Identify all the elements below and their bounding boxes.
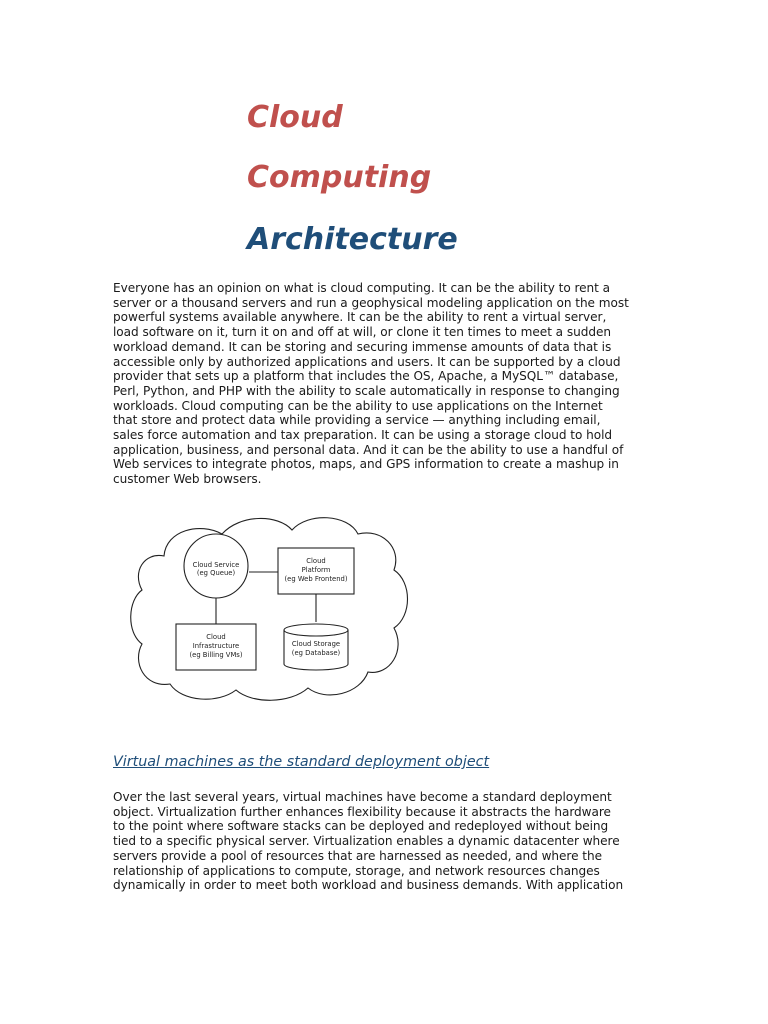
paragraph-line: provider that sets up a platform that includes the OS, Apache, a MySQL™ database,	[113, 369, 619, 384]
paragraph-line: relationship of applications to compute, storage, and network resources changes	[113, 863, 600, 878]
document-title	[247, 88, 667, 270]
cloud-platform-label: Cloud	[306, 557, 326, 565]
paragraph-line: Everyone has an opinion on what is cloud computing. It can be the ability to rent a	[113, 281, 611, 295]
paragraph-line: to the point where software stacks can be deployed and redeployed without being	[113, 819, 609, 834]
section-heading: Virtual machines as the standard deployment object	[113, 754, 490, 770]
paragraph-line: server or a thousand servers and run a geophysical modeling application on the most	[113, 295, 629, 310]
paragraph-line: that store and protect data while providing a service — anything including email,	[113, 413, 601, 428]
cloud-storage-example: (eg Database)	[291, 649, 341, 657]
cloud-architecture-diagram	[130, 508, 410, 703]
cloud-storage-label: Cloud Storage	[291, 640, 341, 648]
paragraph-line: load software on it, turn it on and off at will, or clone it ten times to meet a sudden	[113, 325, 611, 340]
paragraph-line: Perl, Python, and PHP with the ability to scale automatically in response to changing	[113, 383, 620, 398]
paragraph-line: customer Web browsers.	[113, 472, 262, 487]
cloud-platform-label-2: Platform	[301, 566, 331, 574]
title-line-computing: Computing	[247, 160, 432, 195]
cloud-service-label: Cloud Service	[192, 561, 240, 569]
paragraph-line: sales force automation and tax preparation. It can be using a storage cloud to hold	[113, 428, 613, 443]
cloud-infrastructure-label-2: Infrastructure	[192, 642, 240, 650]
paragraph-line: tied to a specific physical server. Virtualization enables a dynamic datacenter where	[113, 834, 620, 849]
paragraph-line: Over the last several years, virtual machines have become a standard deployment	[113, 790, 612, 804]
intro-paragraph	[113, 281, 658, 487]
paragraph-line: dynamically in order to meet both workload and business demands. With application	[113, 878, 624, 893]
paragraph-line: servers provide a pool of resources that are harnessed as needed, and where the	[113, 848, 602, 863]
title-line-cloud: Cloud	[247, 100, 343, 135]
cloud-platform-example: (eg Web Frontend)	[284, 575, 348, 583]
paragraph-line: object. Virtualization further enhances flexibility because it abstracts the hardware	[113, 804, 611, 819]
section-paragraph	[113, 790, 658, 893]
paragraph-line: application, business, and personal data. And it can be the ability to use a handful of	[113, 442, 624, 457]
paragraph-line: workload demand. It can be storing and securing immense amounts of data that is	[113, 339, 612, 354]
paragraph-line: powerful systems available anywhere. It can be the ability to rent a virtual server,	[113, 310, 607, 325]
cloud-outline	[131, 518, 408, 701]
paragraph-line: workloads. Cloud computing can be the ability to use applications on the Internet	[113, 398, 603, 413]
title-line-architecture: Architecture	[247, 222, 458, 257]
cloud-service-example: (eg Queue)	[196, 569, 236, 577]
cloud-infrastructure-example: (eg Billing VMs)	[189, 651, 243, 659]
paragraph-line: accessible only by authorized applications and users. It can be supported by a cloud	[113, 354, 621, 369]
paragraph-line: Web services to integrate photos, maps, and GPS information to create a mashup in	[113, 457, 619, 472]
cloud-infrastructure-label: Cloud	[206, 633, 226, 641]
